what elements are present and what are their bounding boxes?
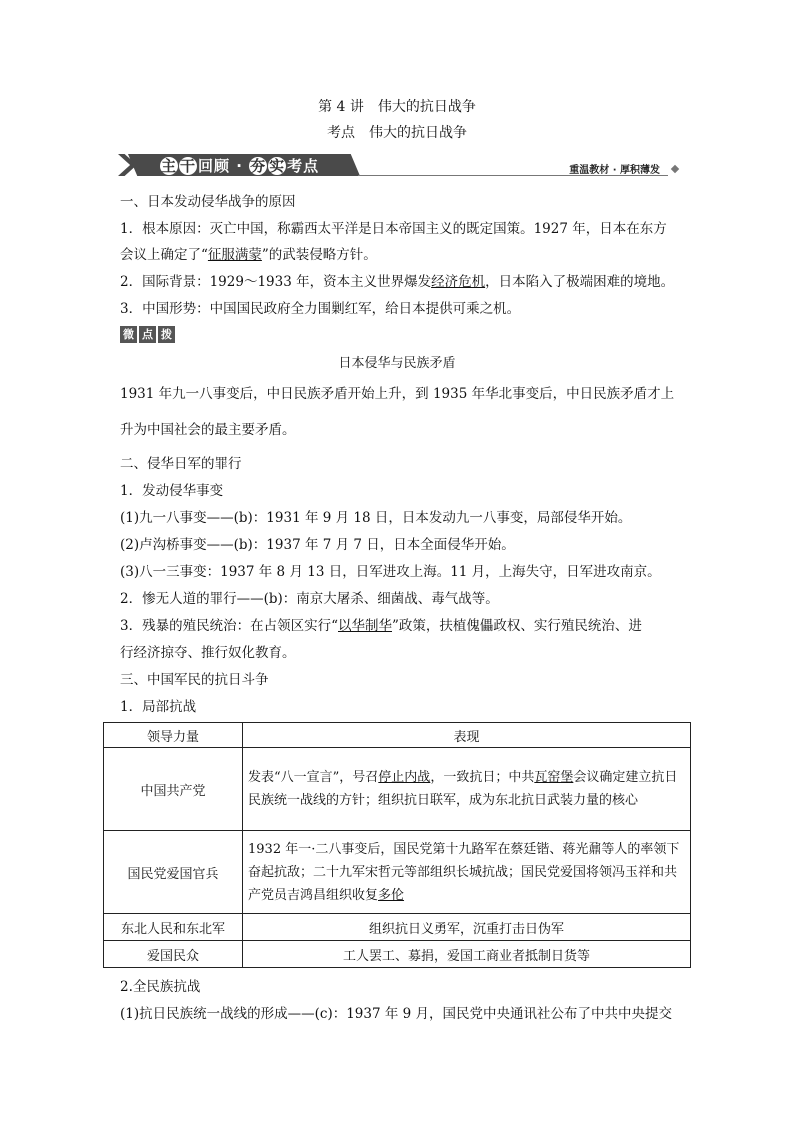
sec3-sub2-p1: (1)抗日民族统一战线的形成——(c)：1937 年 9 月，国民党中央通讯社公布了中共中央提交 [120, 1006, 673, 1022]
tip-tag-char: 微 [120, 326, 137, 343]
resistance-table [103, 722, 691, 968]
table-cell-leader: 爱国民众 [104, 941, 243, 968]
table-cell-content: 1932 年一·二八事变后，国民党第十九路军在蔡廷锴、蒋光鼐等人的率领下奋起抗敌；二十九军宋哲元等部组织长城抗战；国民党爱国将领冯玉祥和共产党员吉鸿昌组织收复多伦 [243, 831, 691, 914]
banner-char-4: 实 [269, 157, 286, 175]
sec1-p1-line1: 1．根本原因：灭亡中国，称霸西太平洋是日本帝国主义的既定国策。1927 年，日本在东方 [120, 221, 667, 237]
section-1-heading: 一、日本发动侵华战争的原因 [120, 194, 296, 210]
tip-tag-char: 点 [139, 326, 156, 343]
section-3-heading: 三、中国军民的抗日斗争 [120, 672, 269, 688]
underlined-term: 停止内战 [378, 770, 431, 785]
underlined-term: 瓦窑堡 [534, 770, 574, 785]
table-row [104, 941, 691, 968]
banner-right-text: 重温教材 · 厚积薄发 [569, 165, 660, 176]
tip-title: 日本侵华与民族矛盾 [338, 356, 456, 371]
sec3-sub2: 2.全民族抗战 [120, 979, 201, 995]
sec2-sub3-line1: 3．残暴的殖民统治：在占领区实行“以华制华”政策，扶植傀儡政权、实行殖民统治、进 [120, 618, 642, 634]
underlined-term: 征服满蒙 [207, 247, 262, 263]
table-header-cell: 表现 [243, 723, 691, 748]
banner-text-1: 回顾 · [198, 157, 250, 175]
table-header-cell: 领导力量 [104, 723, 243, 748]
section-subtitle: 考点 伟大的抗日战争 [327, 125, 467, 141]
table-header-row [104, 723, 691, 748]
underlined-term: 以华制华 [338, 618, 392, 634]
sec2-event-1: (1)九一八事变——(b)：1931 年 9 月 18 日，日本发动九一八事变，局部侵华开始。 [120, 510, 632, 526]
table-cell-leader: 东北人民和东北军 [104, 914, 243, 941]
sec1-p1-line2: 会议上确定了“征服满蒙”的武装侵略方针。 [120, 247, 377, 263]
banner-char-2: 干 [179, 157, 196, 175]
sec2-sub3-line2: 行经济掠夺、推行奴化教育。 [120, 645, 296, 661]
diamond-icon [671, 165, 679, 173]
tip-tag-char: 拨 [158, 326, 175, 343]
table-row [104, 831, 691, 914]
section-2-heading: 二、侵华日军的罪行 [120, 456, 242, 472]
banner-char-3: 夯 [250, 157, 267, 175]
lecture-title: 第 4 讲 伟大的抗日战争 [318, 99, 476, 115]
tip-line1: 1931 年九一八事变后，中日民族矛盾开始上升，到 1935 年华北事变后，中日民族矛盾才上 [120, 386, 675, 402]
banner-char-1: 主 [160, 157, 177, 175]
sec1-p3: 3．中国形势：中国国民政府全力围剿红军，给日本提供可乘之机。 [120, 301, 521, 317]
table-row [104, 748, 691, 831]
sec2-sub2: 2．惨无人道的罪行——(b)：南京大屠杀、细菌战、毒气战等。 [120, 591, 499, 607]
sec2-sub1: 1．发动侵华事变 [120, 483, 224, 499]
tip-tag [120, 326, 177, 343]
underlined-term: 多伦 [378, 887, 405, 903]
tip-line2: 升为中国社会的最主要矛盾。 [120, 422, 296, 438]
banner-text-2: 考点 [287, 157, 320, 175]
sec3-sub1: 1．局部抗战 [120, 699, 197, 715]
table-cell-leader: 中国共产党 [104, 748, 243, 831]
underlined-term: 经济危机 [431, 274, 486, 290]
banner-title [160, 155, 319, 176]
table-row [104, 914, 691, 941]
sec2-event-3: (3)八一三事变：1937 年 8 月 13 日，日军进攻上海。11 月，上海失守，日军进攻南京。 [120, 564, 661, 580]
table-cell-leader: 国民党爱国官兵 [104, 831, 243, 914]
table-cell-content: 发表“八一宣言”，号召停止内战，一致抗日；中共瓦窑堡会议确定建立抗日民族统一战线的方针；组织抗日联军，成为东北抗日武装力量的核心 [243, 748, 691, 831]
sec1-p2: 2．国际背景：1929～1933 年，资本主义世界爆发经济危机，日本陷入了极端困难的境地。 [120, 274, 675, 290]
table-cell-content: 组织抗日义勇军，沉重打击日伪军 [243, 914, 691, 941]
sec2-event-2: (2)卢沟桥事变——(b)：1937 年 7 月 7 日，日本全面侵华开始。 [120, 537, 515, 553]
table-cell-content: 工人罢工、募捐，爱国工商业者抵制日货等 [243, 941, 691, 968]
section-banner [118, 152, 678, 178]
